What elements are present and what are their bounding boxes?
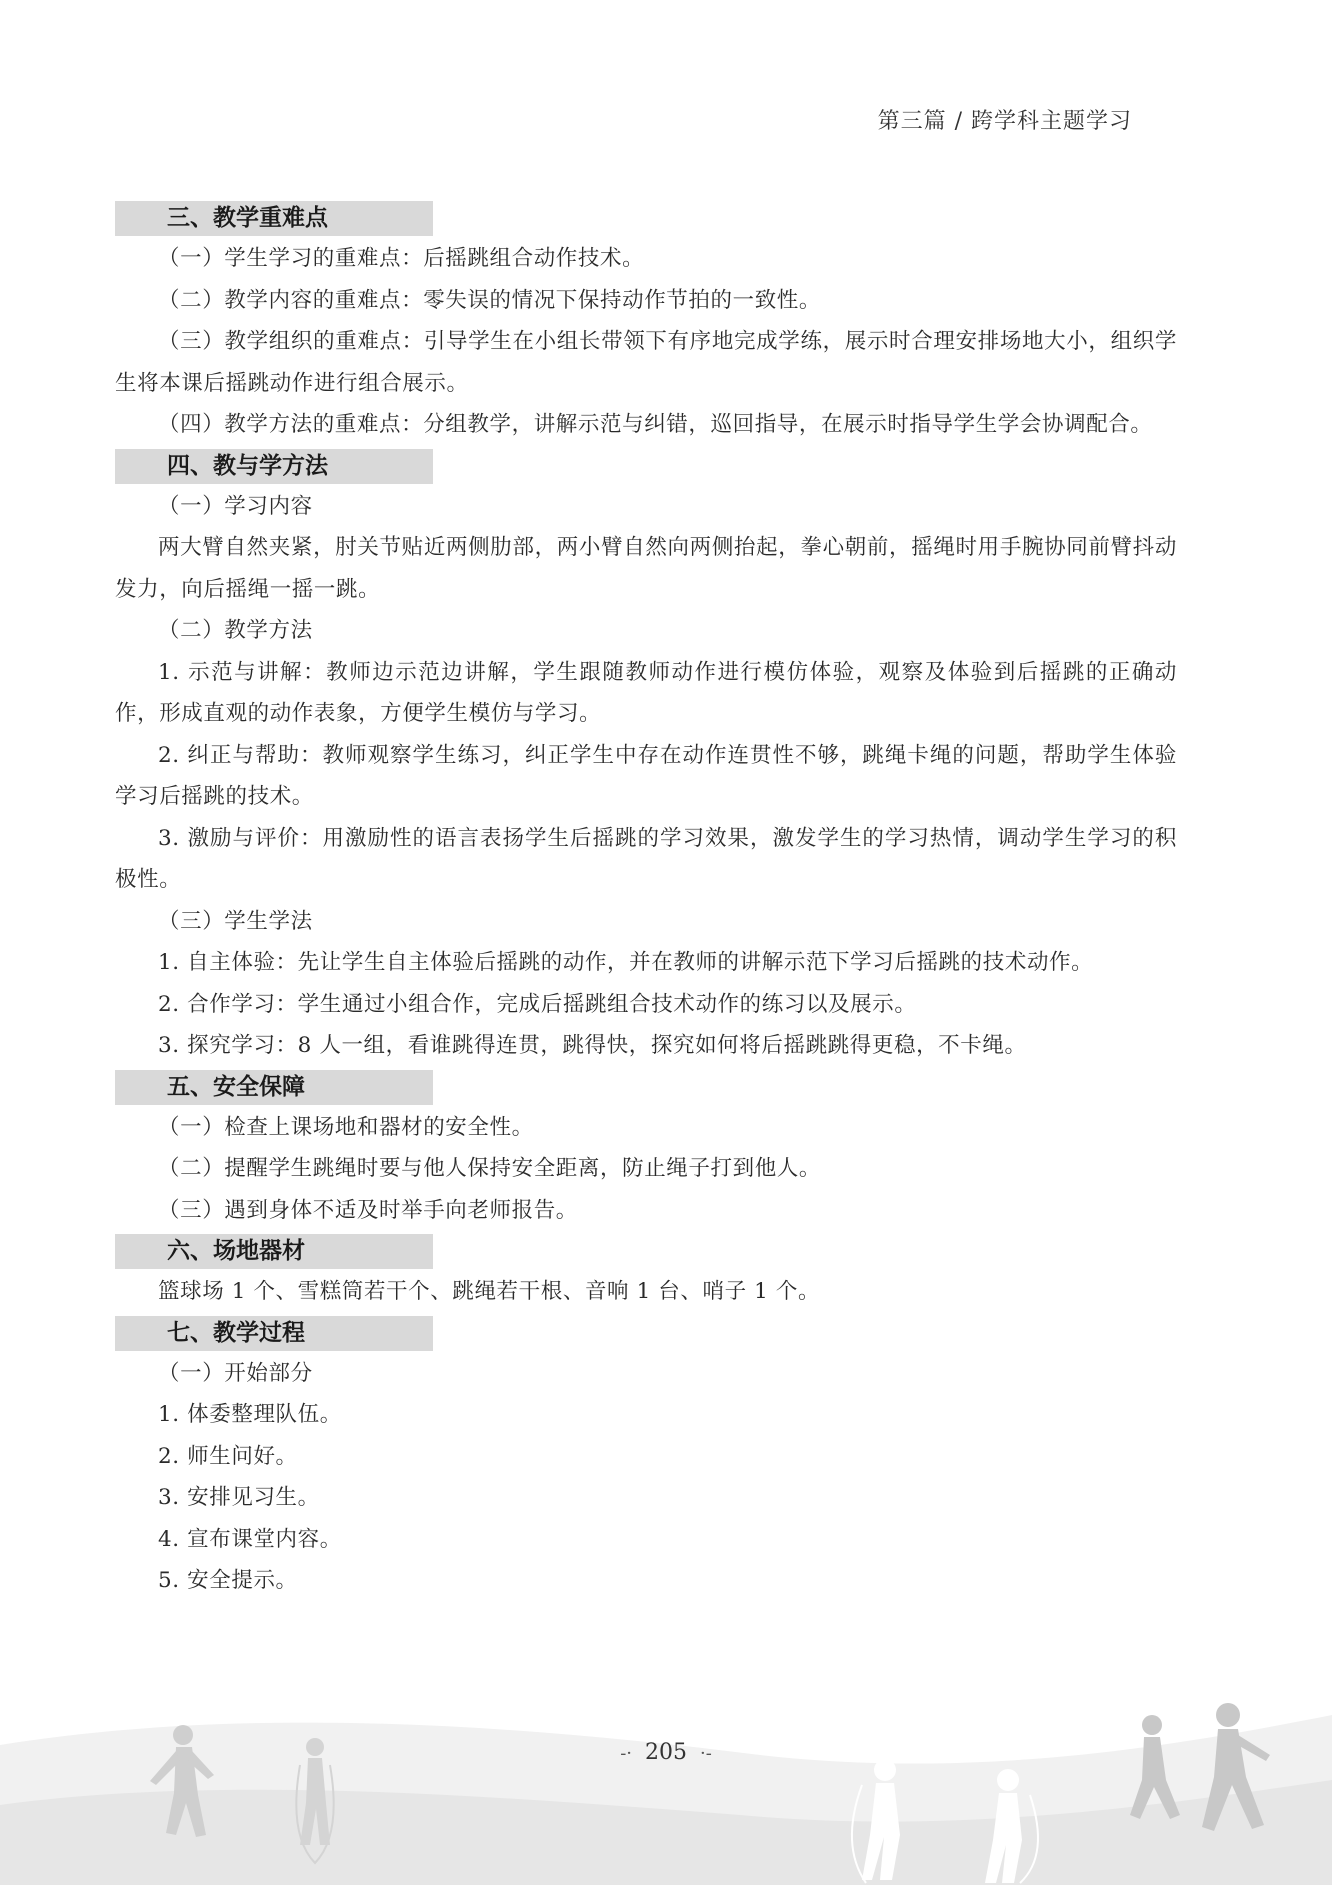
paragraph: 1. 自主体验：先让学生自主体验后摇跳的动作，并在教师的讲解示范下学习后摇跳的技术动作。	[158, 950, 1094, 975]
document-body	[115, 198, 1177, 1602]
paragraph: 3. 激励与评价：用激励性的语言表扬学生后摇跳的学习效果，激发学生的学习热情，调动学生学习的积极性。	[115, 825, 1177, 892]
paragraph: 篮球场 1 个、雪糕筒若干个、跳绳若干根、音响 1 台、哨子 1 个。	[158, 1279, 821, 1304]
paragraph: 2. 合作学习：学生通过小组合作，完成后摇跳组合技术动作的练习以及展示。	[158, 991, 917, 1017]
paragraph: （一）学习内容	[158, 493, 313, 519]
page-number-container	[0, 1740, 1332, 1765]
paragraph: （一）检查上课场地和器材的安全性。	[158, 1114, 534, 1140]
paragraph: （二）提醒学生跳绳时要与他人保持安全距离，防止绳子打到他人。	[158, 1156, 822, 1181]
running-header: 第三篇 / 跨学科主题学习	[877, 109, 1132, 134]
decorative-dash: ·-	[700, 1743, 712, 1764]
paragraph: 3. 探究学习：8 人一组，看谁跳得连贯，跳得快，探究如何将后摇跳跳得更稳，不卡绳。	[158, 1033, 1027, 1058]
paragraph: 两大臂自然夹紧，肘关节贴近两侧肋部，两小臂自然向两侧抬起，拳心朝前，摇绳时用手腕协同前臂抖动发力，向后摇绳一摇一跳。	[115, 535, 1177, 602]
paragraph: 2. 师生问好。	[158, 1443, 298, 1469]
page-number: 205	[645, 1740, 687, 1765]
paragraph: 1. 示范与讲解：教师边示范边讲解，学生跟随教师动作进行模仿体验，观察及体验到后摇跳的正确动作，形成直观的动作表象，方便学生模仿与学习。	[115, 659, 1177, 726]
paragraph: （四）教学方法的重难点：分组教学，讲解示范与纠错，巡回指导，在展示时指导学生学会协调配合。	[158, 412, 1153, 437]
footer-decoration	[0, 1685, 1332, 1885]
paragraph: 5. 安全提示。	[158, 1568, 298, 1593]
paragraph: 1. 体委整理队伍。	[158, 1402, 342, 1427]
paragraph: 4. 宣布课堂内容。	[158, 1526, 342, 1552]
section-heading: 五、安全保障	[115, 1070, 433, 1105]
decorative-dash: -·	[620, 1743, 632, 1764]
section-heading: 六、场地器材	[115, 1234, 433, 1269]
paragraph: （三）学生学法	[158, 908, 313, 934]
paragraph: （一）学生学习的重难点：后摇跳组合动作技术。	[158, 246, 645, 271]
paragraph: 3. 安排见习生。	[158, 1485, 320, 1510]
paragraph: 2. 纠正与帮助：教师观察学生练习，纠正学生中存在动作连贯性不够，跳绳卡绳的问题，帮助学生体验学习后摇跳的技术。	[115, 742, 1177, 809]
section-heading: 三、教学重难点	[115, 201, 433, 236]
paragraph: （二）教学内容的重难点：零失误的情况下保持动作节拍的一致性。	[158, 287, 822, 313]
paragraph: （一）开始部分	[158, 1360, 313, 1386]
paragraph: （三）教学组织的重难点：引导学生在小组长带领下有序地完成学练，展示时合理安排场地大小，组织学生将本课后摇跳动作进行组合展示。	[115, 329, 1177, 396]
section-heading: 四、教与学方法	[115, 449, 433, 484]
paragraph: （三）遇到身体不适及时举手向老师报告。	[158, 1197, 578, 1223]
section-heading: 七、教学过程	[115, 1316, 433, 1351]
paragraph: （二）教学方法	[158, 618, 313, 643]
